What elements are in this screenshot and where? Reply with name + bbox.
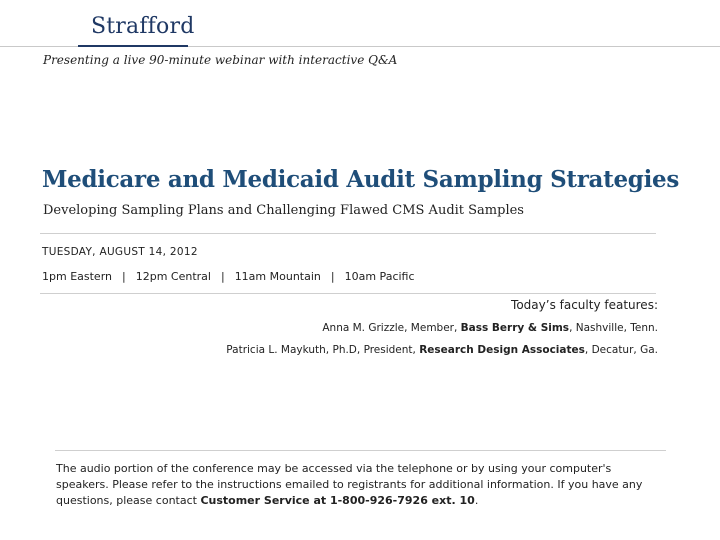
header-divider-accent bbox=[78, 45, 188, 47]
time-separator: | bbox=[122, 270, 126, 283]
time-central: 12pm Central bbox=[135, 270, 211, 283]
faculty-name-role: Anna M. Grizzle, Member, bbox=[322, 322, 461, 334]
page-subtitle: Developing Sampling Plans and Challenging Flawed CMS Audit Samples bbox=[43, 203, 524, 218]
faculty-location: , Decatur, Ga. bbox=[584, 344, 658, 356]
faculty-member bbox=[226, 344, 658, 356]
customer-service-contact: Customer Service at 1-800-926-7926 ext. 10 bbox=[200, 494, 475, 507]
webinar-times bbox=[42, 270, 415, 283]
audio-notice-end: . bbox=[474, 494, 479, 507]
audio-notice bbox=[56, 461, 656, 509]
time-mountain: 11am Mountain bbox=[234, 270, 321, 283]
audio-notice-text: The audio portion of the conference may be accessed via the telephone or by using your computer's speakers. Please refer to the instructions emailed to registrants for additional information. If you have any questions, please contact bbox=[56, 462, 643, 507]
time-separator: | bbox=[220, 270, 225, 283]
time-pacific: 10am Pacific bbox=[344, 270, 415, 283]
faculty-name-role: Patricia L. Maykuth, Ph.D, President, bbox=[226, 344, 420, 356]
title-divider bbox=[40, 233, 656, 234]
faculty-location: , Nashville, Tenn. bbox=[569, 322, 658, 334]
page-title: Medicare and Medicaid Audit Sampling Strategies bbox=[42, 166, 679, 193]
webinar-date: TUESDAY, AUGUST 14, 2012 bbox=[42, 246, 198, 258]
faculty-org: Bass Berry & Sims bbox=[460, 322, 570, 334]
time-eastern: 1pm Eastern bbox=[42, 270, 112, 283]
faculty-org: Research Design Associates bbox=[419, 344, 585, 356]
faculty-member bbox=[322, 322, 658, 334]
time-separator: | bbox=[330, 270, 335, 283]
schedule-divider bbox=[40, 293, 656, 294]
strafford-logo: Strafford bbox=[91, 14, 195, 39]
webinar-tagline: Presenting a live 90-minute webinar with interactive Q&A bbox=[43, 53, 398, 67]
faculty-heading: Today’s faculty features: bbox=[511, 298, 658, 312]
footer-divider bbox=[55, 450, 666, 451]
